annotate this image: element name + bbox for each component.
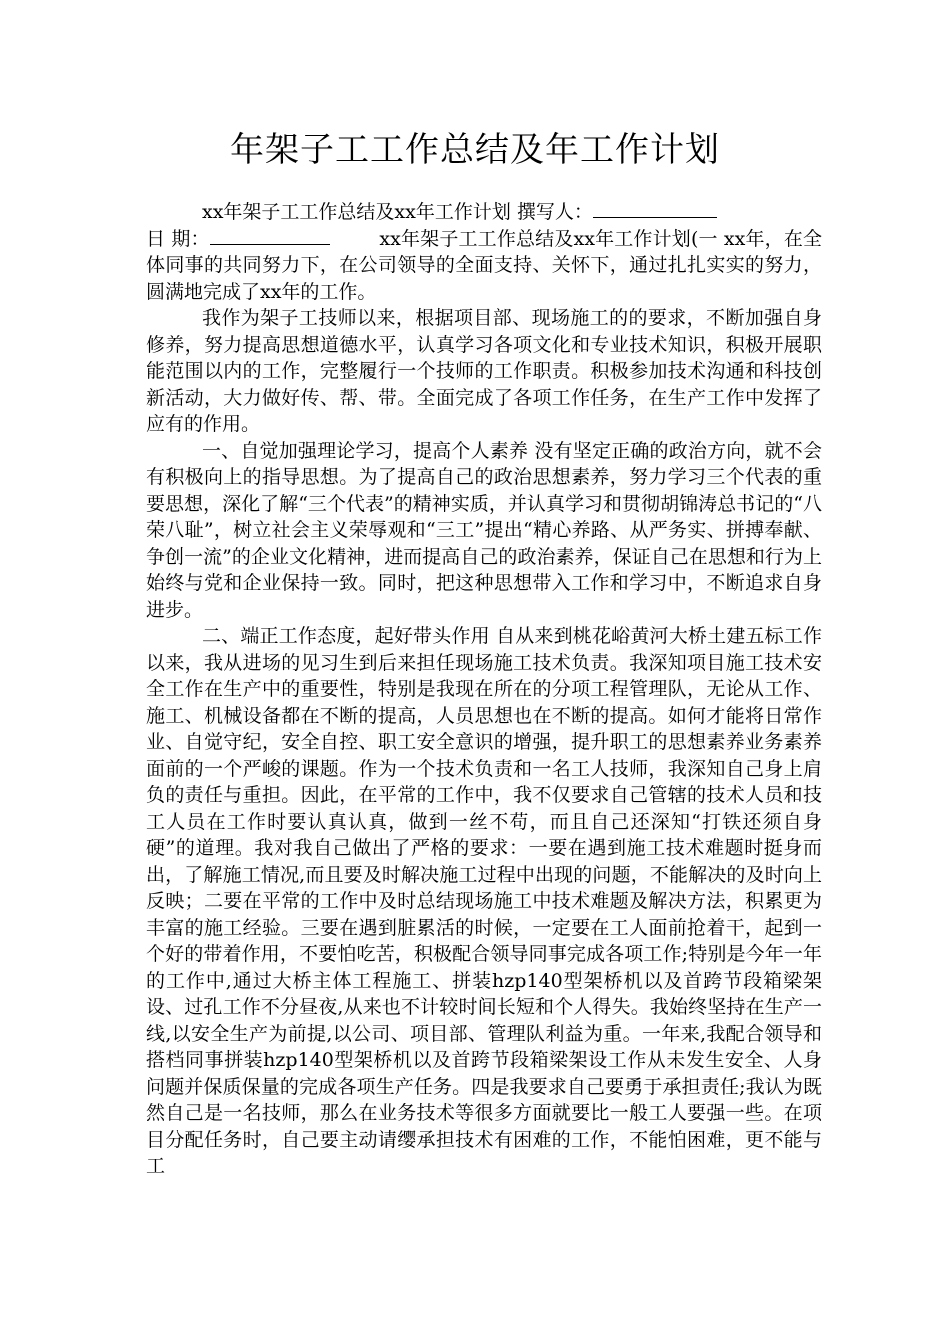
date-label: 日 期： (146, 227, 210, 250)
document-title: 年架子工工作总结及年工作计划 (230, 130, 720, 170)
header-lead-text: xx年架子工工作总结及xx年工作计划 撰写人： (202, 201, 593, 223)
author-blank-line (593, 199, 717, 218)
document-body (146, 199, 822, 1180)
header-paragraph (146, 199, 822, 305)
paragraph-section-2: 二、端正工作态度，起好带头作用 自从来到桃花峪黄河大桥土建五标工作以来，我从进场的见习生到后来担任现场施工技术负责。我深知项目施工技术安全工作在生产中的重要性，特别是我现在所在的分项工程管理队，无论从工作、施工、机械设备都在不断的提高，人员思想也在不断的提高。如何才能将日常作业、自觉守纪，安全自控、职工安全意识的增强，提升职工的思想素养业务素养面前的一个严峻的课题。作为一个技术负责和一名工人技师，我深知自己身上肩负的责任与重担。因此，在平常的工作中，我不仅要求自己管辖的技术人员和技工人员在工作时要认真认真，做到一丝不苟，而且自己还深知“打铁还须自身硬”的道理。我对我自己做出了严格的要求：一要在遇到施工技术难题时挺身而出，了解施工情况,而且要及时解决施工过程中出现的问题，不能解决的及时向上反映；二要在平常的工作中及时总结现场施工中技术难题及解决方法，积累更为丰富的施工经验。三要在遇到脏累活的时候，一定要在工人面前抢着干，起到一个好的带着作用，不要怕吃苦，积极配合领导同事完成各项工作;特别是今年一年的工作中,通过大桥主体工程施工、拼装hzp140型架桥机以及首跨节段箱梁架设、过孔工作不分昼夜,从来也不计较时间长短和个人得失。我始终坚持在生产一线,以安全生产为前提,以公司、项目部、管理队利益为重。一年来,我配合领导和搭档同事拼装hzp140型架桥机以及首跨节段箱梁架设工作从未发生安全、人身问题并保质保量的完成各项生产任务。四是我要求自己要勇于承担责任;我认为既然自己是一名技师，那么在业务技术等很多方面就要比一般工人要强一些。在项目分配任务时，自己要主动请缨承担技术有困难的工作，不能怕困难，更不能与工 (146, 625, 822, 1177)
date-blank-line (210, 226, 330, 245)
paragraph-intro: 我作为架子工技师以来，根据项目部、现场施工的的要求，不断加强自身修养，努力提高思想道德水平，认真学习各项文化和专业技术知识，积极开展职能范围以内的工作，完整履行一个技师的工作职责。积极参加技术沟通和科技创新活动，大力做好传、帮、带。全面完成了各项工作任务，在生产工作中发挥了应有的作用。 (146, 307, 822, 435)
repeat-title-text: xx年架子工工作总结及xx年工作计划(一 xx年，在全体同事的共同努力下，在公司领导的全面支持、关怀下，通过扎扎实实的努力，圆满地完成了xx年的工作。 (146, 227, 822, 303)
paragraph-section-1: 一、自觉加强理论学习，提高个人素养 没有坚定正确的政治方向，就不会有积极向上的指导思想。为了提高自己的政治思想素养，努力学习三个代表的重要思想，深化了解“三个代表”的精神实质，并认真学习和贯彻胡锦涛总书记的“八荣八耻”，树立社会主义荣辱观和“三工”提出“精心养路、从严务实、拼搏奉献、争创一流”的企业文化精神，进而提高自己的政治素养，保证自己在思想和行为上始终与党和企业保持一致。同时，把这种思想带入工作和学习中，不断追求自身进步。 (146, 439, 822, 621)
